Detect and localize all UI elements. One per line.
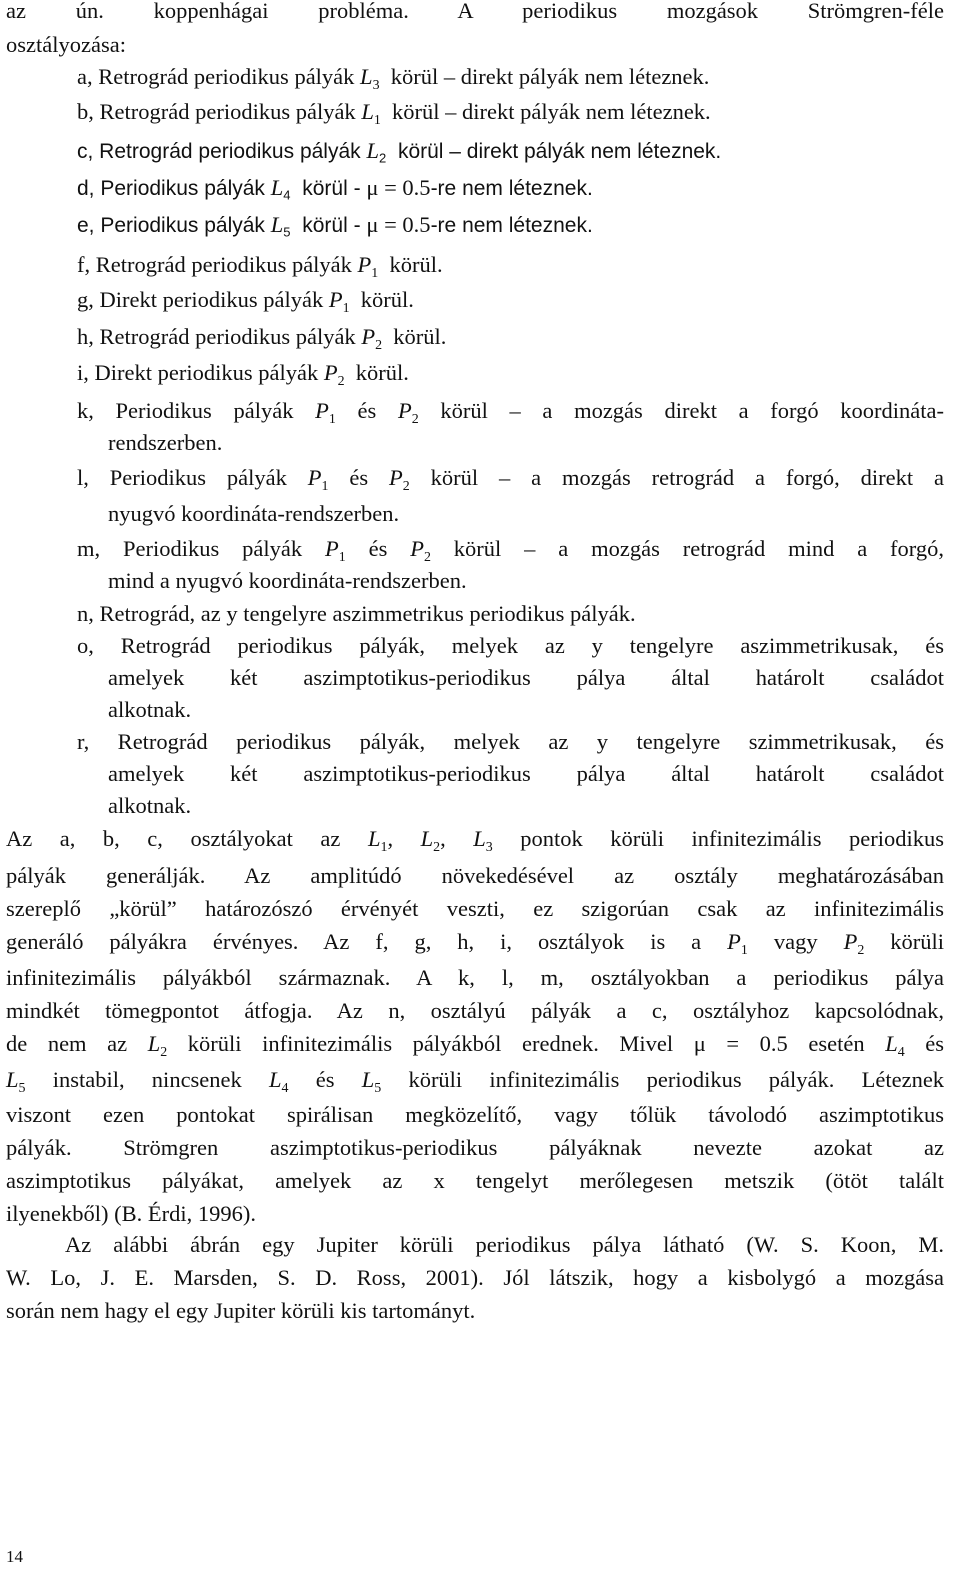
paragraph-1-line-6: mindkét tömegpontot átfogja. Az n, osztályú pályák a c, osztályhoz kapcsolódnak, <box>6 998 944 1023</box>
intro-line-1: az ún. koppenhágai probléma. A periodikus mozgások Strömgren-féle <box>6 0 944 23</box>
list-item-k: k, Periodikus pályák $P_1$ és $P_2$ körül – a mozgás direkt a forgó koordináta- <box>77 398 944 427</box>
paragraph-2-line-3: során nem hagy el egy Jupiter körüli kis tartományt. <box>6 1298 476 1323</box>
list-item-o-line-2: amelyek két aszimptotikus-periodikus pálya által határolt családot <box>108 665 944 690</box>
list-item-d: d, Periodikus pályák $L_4$ körül - μ = 0.5-re nem léteznek. <box>77 175 593 203</box>
list-item-b: b, Retrográd periodikus pályák $L_1$ körül – direkt pályák nem léteznek. <box>77 99 711 128</box>
list-item-m-cont: mind a nyugvó koordináta-rendszerben. <box>108 568 467 593</box>
list-item-m: m, Periodikus pályák $P_1$ és $P_2$ körül – a mozgás retrográd mind a forgó, <box>77 536 945 565</box>
list-item-i: i, Direkt periodikus pályák $P_2$ körül. <box>77 360 409 389</box>
list-item-r-line-1: r, Retrográd periodikus pályák, melyek az y tengelyre szimmetrikusak, és <box>77 729 944 754</box>
paragraph-1-line-9: viszont ezen pontokat spirálisan megközelítő, vagy tőlük távolodó aszimptotikus <box>6 1102 944 1127</box>
list-item-n: n, Retrográd, az y tengelyre aszimmetrikus periodikus pályák. <box>77 601 636 626</box>
paragraph-1-line-2: pályák generálják. Az amplitúdó növekedésével az osztály meghatározásában <box>6 863 944 888</box>
list-item-r-line-3: alkotnak. <box>108 793 192 818</box>
paragraph-1-line-8: $L_5$ instabil, nincsenek $L_4$ és $L_5$ körüli infinitezimális periodikus pályák. Léteznek <box>6 1067 945 1096</box>
list-item-l: l, Periodikus pályák $P_1$ és $P_2$ körül – a mozgás retrográd a forgó, direkt a <box>77 465 945 494</box>
list-item-o-line-3: alkotnak. <box>108 697 192 722</box>
list-item-h: h, Retrográd periodikus pályák $P_2$ körül. <box>77 324 447 353</box>
list-item-e: e, Periodikus pályák $L_5$ körül - μ = 0.5-re nem léteznek. <box>77 212 593 240</box>
list-item-o-line-1: o, Retrográd periodikus pályák, melyek az y tengelyre aszimmetrikusak, és <box>77 633 944 658</box>
paragraph-2-line-1: Az alábbi ábrán egy Jupiter körüli periodikus pálya látható (W. S. Koon, M. <box>65 1232 944 1257</box>
list-item-g: g, Direkt periodikus pályák $P_1$ körül. <box>77 287 414 316</box>
list-item-r-line-2: amelyek két aszimptotikus-periodikus pálya által határolt családot <box>108 761 944 786</box>
paragraph-1-line-12: ilyenekből) (B. Érdi, 1996). <box>6 1201 256 1226</box>
page-number: 14 <box>6 1547 23 1566</box>
paragraph-1-line-4: generáló pályákra érvényes. Az f, g, h, i, osztályok is a $P_1$ vagy $P_2$ körüli <box>6 929 945 958</box>
intro-line-2: osztályozása: <box>6 32 126 57</box>
list-item-l-cont: nyugvó koordináta-rendszerben. <box>108 501 400 526</box>
paragraph-1-line-7: de nem az $L_2$ körüli infinitezimális pályákból erednek. Mivel μ = 0.5 esetén $L_4$ és <box>6 1031 945 1060</box>
list-item-a: a, Retrográd periodikus pályák $L_3$ körül – direkt pályák nem léteznek. <box>77 64 710 93</box>
paragraph-1-line-3: szereplő „körül” határozószó érvényét veszti, ez szigorúan csak az infinitezimális <box>6 896 944 921</box>
paragraph-1-line-11: aszimptotikus pályákat, amelyek az x tengelyt merőlegesen metszik (ötöt talált <box>6 1168 944 1193</box>
paragraph-1-line-10: pályák. Strömgren aszimptotikus-periodikus pályáknak nevezte azokat az <box>6 1135 944 1160</box>
paragraph-1-line-1: Az a, b, c, osztályokat az $L_1$, $L_2$, $L_3$ pontok körüli infinitezimális periodikus <box>6 826 945 855</box>
list-item-c: c, Retrográd periodikus pályák $L_2$ körül – direkt pályák nem léteznek. <box>77 138 722 166</box>
paragraph-2-line-2: W. Lo, J. E. Marsden, S. D. Ross, 2001). Jól látszik, hogy a kisbolygó a mozgása <box>6 1265 944 1290</box>
paragraph-1-line-5: infinitezimális pályákból származnak. A k, l, m, osztályokban a periodikus pálya <box>6 965 944 990</box>
list-item-k-cont: rendszerben. <box>108 430 223 455</box>
list-item-f: f, Retrográd periodikus pályák $P_1$ körül. <box>77 252 443 281</box>
